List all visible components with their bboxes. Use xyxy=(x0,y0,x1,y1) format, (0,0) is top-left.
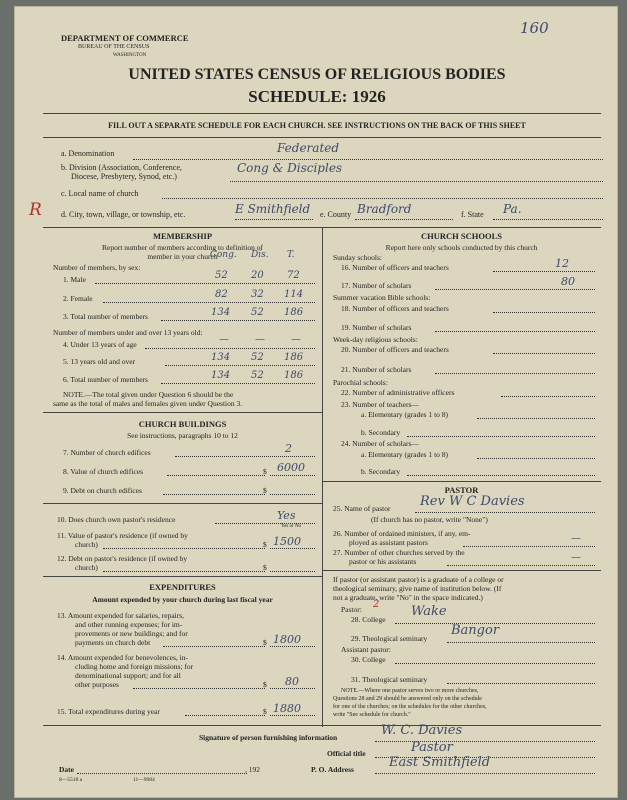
q13-line-2: and other running expenses; for im- xyxy=(75,620,183,629)
q14-value: 80 xyxy=(285,675,299,688)
state-label: f. State xyxy=(461,210,484,219)
total-total: 186 xyxy=(284,307,304,318)
q11-label-2: church) xyxy=(75,540,98,549)
q23b-line xyxy=(407,436,595,437)
q11-value: 1500 xyxy=(273,535,301,548)
under-13-label: 4. Under 13 years of age xyxy=(63,340,137,349)
signature-line xyxy=(375,741,595,742)
over-13-cong: 134 xyxy=(211,352,231,363)
q7-label: 7. Number of church edifices xyxy=(63,448,151,457)
city-town-label: d. City, town, village, or township, etc. xyxy=(61,210,186,219)
city-value: E Smithfield xyxy=(235,202,311,216)
q13-value: 1800 xyxy=(273,633,301,646)
q21-label: 21. Number of scholars xyxy=(341,365,412,374)
q8-amount-line xyxy=(270,475,315,476)
county-line xyxy=(355,219,453,220)
q29-line xyxy=(447,642,595,643)
q18-label: 18. Number of officers and teachers xyxy=(341,304,449,313)
q13-line xyxy=(163,646,265,647)
q14-line-3: denominational support; and for all xyxy=(75,671,181,680)
q10-label: 10. Does church own pastor's residence xyxy=(57,515,176,524)
q14-line-1: 14. Amount expended for benevolences, in- xyxy=(57,653,189,662)
q12-currency: $ xyxy=(263,563,267,572)
q24b-line xyxy=(407,475,595,476)
date-line xyxy=(77,773,247,774)
city-label: WASHINGTON xyxy=(113,53,147,58)
q16-value: 12 xyxy=(555,257,569,270)
q22-line xyxy=(501,396,595,397)
q31-label: 31. Theological seminary xyxy=(351,675,428,684)
pastor-title: PASTOR xyxy=(444,485,479,495)
q23-label: 23. Number of teachers— xyxy=(341,400,419,409)
official-title-value: Pastor xyxy=(411,740,453,755)
po-address-value: East Smithfield xyxy=(389,755,491,770)
pastor-note-3: for one of the churches; on the schedules for the other churches, xyxy=(333,704,487,710)
q14-amount-line xyxy=(270,688,315,689)
q12-line xyxy=(103,571,265,572)
q29-label: 29. Theological seminary xyxy=(351,634,428,643)
q7-value: 2 xyxy=(285,442,292,455)
q15-currency: $ xyxy=(263,707,267,716)
q26-line xyxy=(463,546,595,547)
schools-intro: Report here only schools conducted by this church xyxy=(385,243,538,252)
denomination-value: Federated xyxy=(277,141,340,155)
membership-divider xyxy=(43,412,322,413)
q15-value: 1880 xyxy=(273,702,301,715)
county-value: Bradford xyxy=(357,202,412,216)
q9-label: 9. Debt on church edifices xyxy=(63,486,142,495)
buildings-divider xyxy=(43,576,322,577)
membership-note-1: NOTE.—The total given under Question 6 should be the xyxy=(63,390,234,399)
expenditures-title: EXPENDITURES xyxy=(149,582,216,592)
q13-line-3: provements or new buildings; and for xyxy=(75,629,188,638)
total-dis: 52 xyxy=(251,307,264,318)
q23a-line xyxy=(477,418,595,419)
q27-label-1: 27. Number of other churches served by the xyxy=(333,548,465,557)
over-13-total: 186 xyxy=(284,352,304,363)
under-13-cong: — xyxy=(219,334,229,345)
q23b-label: b. Secondary xyxy=(361,428,401,437)
state-line xyxy=(493,219,603,220)
po-address-line xyxy=(375,773,595,774)
total6-cong: 134 xyxy=(211,370,231,381)
col-head-cong: Cong. xyxy=(210,250,237,260)
q19-label: 19. Number of scholars xyxy=(341,323,412,332)
local-name-label: c. Local name of church xyxy=(61,189,139,198)
total6-total: 186 xyxy=(284,370,304,381)
bureau-label: BUREAU OF THE CENSUS xyxy=(78,44,150,50)
q23a-label: a. Elementary (grades 1 to 8) xyxy=(361,410,449,419)
q27-label-2: pastor or his assistants xyxy=(349,557,417,566)
buildings-subtitle: See instructions, paragraphs 10 to 12 xyxy=(127,431,238,440)
q21-line xyxy=(435,373,595,374)
q13-line-1: 13. Amount expended for salaries, repairs, xyxy=(57,611,185,620)
print-number: 11—9084 xyxy=(133,777,155,783)
summer-label: Summer vacation Bible schools: xyxy=(333,293,431,302)
page-title: UNITED STATES CENSUS OF RELIGIOUS BODIES xyxy=(128,66,506,83)
under-13-line xyxy=(145,348,315,349)
total6-dis: 52 xyxy=(251,370,264,381)
q19-line xyxy=(435,331,595,332)
membership-intro-1: Report number of members according to definition of xyxy=(102,243,263,252)
q8-currency: $ xyxy=(263,467,267,476)
schools-title: CHURCH SCHOOLS xyxy=(421,231,502,241)
pastor-note-1: NOTE.—Where one pastor serves two or more churches, xyxy=(341,688,479,694)
membership-intro-2: member in your church xyxy=(147,252,218,261)
q14-line-4: other purposes xyxy=(75,680,119,689)
q15-label: 15. Total expenditures during year xyxy=(57,707,160,716)
over-13-line xyxy=(165,365,315,366)
denomination-label: a. Denomination xyxy=(61,149,115,158)
q22-label: 22. Number of administrative officers xyxy=(341,388,455,397)
state-value: Pa. xyxy=(503,202,522,216)
male-total: 72 xyxy=(287,270,300,281)
division-value: Cong & Disciples xyxy=(237,161,343,175)
assistant-pastor-label: Assistant pastor: xyxy=(341,645,391,654)
total-members-label: 3. Total number of members xyxy=(63,312,148,321)
q27-line xyxy=(447,565,595,566)
schools-divider xyxy=(322,481,601,482)
q17-label: 17. Number of scholars xyxy=(341,281,412,290)
q15-line xyxy=(185,715,265,716)
graduate-note-1: If pastor (or assistant pastor) is a graduate of a college or xyxy=(333,575,504,584)
female-total: 114 xyxy=(284,289,304,300)
q11-amount-line xyxy=(270,548,315,549)
po-address-label: P. O. Address xyxy=(311,765,354,774)
department-label: DEPARTMENT OF COMMERCE xyxy=(61,33,189,43)
q8-value: 6000 xyxy=(277,461,305,474)
q18-line xyxy=(493,312,595,313)
total-cong: 134 xyxy=(211,307,231,318)
q8-label: 8. Value of church edifices xyxy=(63,467,144,476)
male-label: 1. Male xyxy=(63,275,86,284)
q20-line xyxy=(493,353,595,354)
q17-value: 80 xyxy=(561,275,575,288)
female-label: 2. Female xyxy=(63,294,93,303)
buildings-title: CHURCH BUILDINGS xyxy=(138,419,227,429)
page-number: 160 xyxy=(520,19,549,37)
col-head-total: T. xyxy=(287,250,295,260)
q17-line xyxy=(435,289,595,290)
graduate-note-2: theological seminary, give name of institution below. (If xyxy=(333,584,502,593)
q11-currency: $ xyxy=(263,540,267,549)
female-line xyxy=(103,302,315,303)
q7-line xyxy=(175,456,315,457)
sunday-label: Sunday schools: xyxy=(333,253,382,262)
under-13-dis: — xyxy=(255,334,265,345)
signature-divider xyxy=(43,725,601,726)
q25-label: 25. Name of pastor xyxy=(333,504,391,513)
official-title-label: Official title xyxy=(327,749,366,758)
denomination-line xyxy=(133,159,603,160)
q9-currency: $ xyxy=(263,486,267,495)
q31-line xyxy=(447,683,595,684)
q26-value: — xyxy=(571,533,581,544)
under-13-total: — xyxy=(291,334,301,345)
q26-label-2: ployed as assistant pastors xyxy=(349,538,428,547)
female-cong: 82 xyxy=(215,289,228,300)
pastor-note-2: Questions 28 and 29 should be answered only on the schedule xyxy=(333,696,482,702)
q14-line xyxy=(133,688,265,689)
division-label-2: Diocese, Presbytery, Synod, etc.) xyxy=(71,172,177,181)
expenditures-intro: Amount expended by your church during last fiscal year xyxy=(92,595,273,604)
male-line xyxy=(95,283,315,284)
q20-label: 20. Number of officers and teachers xyxy=(341,345,449,354)
q13-amount-line xyxy=(270,646,315,647)
instruction-line: FILL OUT A SEPARATE SCHEDULE FOR EACH CHURCH. SEE INSTRUCTIONS ON THE BACK OF THIS SHEET xyxy=(108,121,526,130)
q28-value: Wake xyxy=(411,604,447,619)
census-schedule-sheet xyxy=(14,6,618,798)
q14-line-2: cluding home and foreign missions; for xyxy=(75,662,194,671)
date-label: Date xyxy=(59,765,74,774)
female-dis: 32 xyxy=(251,289,264,300)
instruction-divider xyxy=(43,137,601,138)
col-head-dis: Dis. xyxy=(251,250,269,260)
q25-note: (If church has no pastor, write "None") xyxy=(371,515,488,524)
q24a-label: a. Elementary (grades 1 to 8) xyxy=(361,450,449,459)
county-label: e. County xyxy=(320,210,352,219)
male-cong: 52 xyxy=(215,270,228,281)
q11-label-1: 11. Value of pastor's residence (if owned by xyxy=(57,531,188,540)
schedule-title: SCHEDULE: 1926 xyxy=(248,87,386,106)
over-13-dis: 52 xyxy=(251,352,264,363)
q30-label: 30. College xyxy=(351,655,386,664)
division-line xyxy=(230,181,603,182)
age-label: Number of members under and over 13 years old: xyxy=(53,328,203,337)
q10-hint: Yes or No xyxy=(281,524,302,529)
city-line xyxy=(235,219,313,220)
q24-label: 24. Number of scholars— xyxy=(341,439,419,448)
q29-value: Bangor xyxy=(451,623,500,638)
q30-line xyxy=(395,663,595,664)
q28-label: 28. College xyxy=(351,615,386,624)
local-name-line xyxy=(162,198,603,199)
q27-value: — xyxy=(571,552,581,563)
division-label-1: b. Division (Association, Conference, xyxy=(61,163,182,172)
q9-line xyxy=(163,494,265,495)
graduate-note-3: not a graduate, write "No" in the space indicated.) xyxy=(333,593,483,602)
q24a-line xyxy=(477,458,595,459)
q16-line xyxy=(493,271,595,272)
pastor-label: Pastor: xyxy=(341,605,362,614)
q14-currency: $ xyxy=(263,680,267,689)
parochial-label: Parochial schools: xyxy=(333,378,388,387)
red-margin-mark: R xyxy=(29,200,42,220)
pastor-divider xyxy=(322,570,601,571)
form-number: 8—5518 a xyxy=(59,777,83,783)
q10-value: Yes xyxy=(277,509,296,522)
q26-label-1: 26. Number of ordained ministers, if any, em- xyxy=(333,529,471,538)
q8-line xyxy=(167,475,265,476)
q12-label-2: church) xyxy=(75,563,98,572)
date-year: , 192 xyxy=(245,765,260,774)
total-members-6-label: 6. Total number of members xyxy=(63,375,148,384)
weekday-label: Week-day religious schools: xyxy=(333,335,418,344)
total-members-line xyxy=(161,320,315,321)
header-divider xyxy=(43,113,601,114)
sex-label: Number of members, by sex: xyxy=(53,263,141,272)
signature-label: Signature of person furnishing information xyxy=(199,733,338,742)
pastor-red-mark: 2 xyxy=(373,599,380,610)
q24b-label: b. Secondary xyxy=(361,467,401,476)
q13-line-4: payments on church debt xyxy=(75,638,151,647)
q12-amount-line xyxy=(270,571,315,572)
male-dis: 20 xyxy=(251,270,264,281)
q25-line xyxy=(415,512,595,513)
over-13-label: 5. 13 years old and over xyxy=(63,357,136,366)
column-divider xyxy=(322,227,323,727)
q15-amount-line xyxy=(270,715,315,716)
q25-value: Rev W C Davies xyxy=(420,494,525,509)
signature-value: W. C. Davies xyxy=(381,723,463,738)
membership-title: MEMBERSHIP xyxy=(152,231,213,241)
q13-currency: $ xyxy=(263,638,267,647)
membership-note-2: same as the total of males and females given under Question 3. xyxy=(53,399,243,408)
q16-label: 16. Number of officers and teachers xyxy=(341,263,449,272)
q9-amount-line xyxy=(270,494,315,495)
total-members-6-line xyxy=(161,383,315,384)
q12-label-1: 12. Debt on pastor's residence (if owned by xyxy=(57,554,188,563)
q11-line xyxy=(103,548,265,549)
pastor-note-4: write "See schedule for church." xyxy=(333,712,411,718)
buildings-inner-divider xyxy=(43,503,322,504)
